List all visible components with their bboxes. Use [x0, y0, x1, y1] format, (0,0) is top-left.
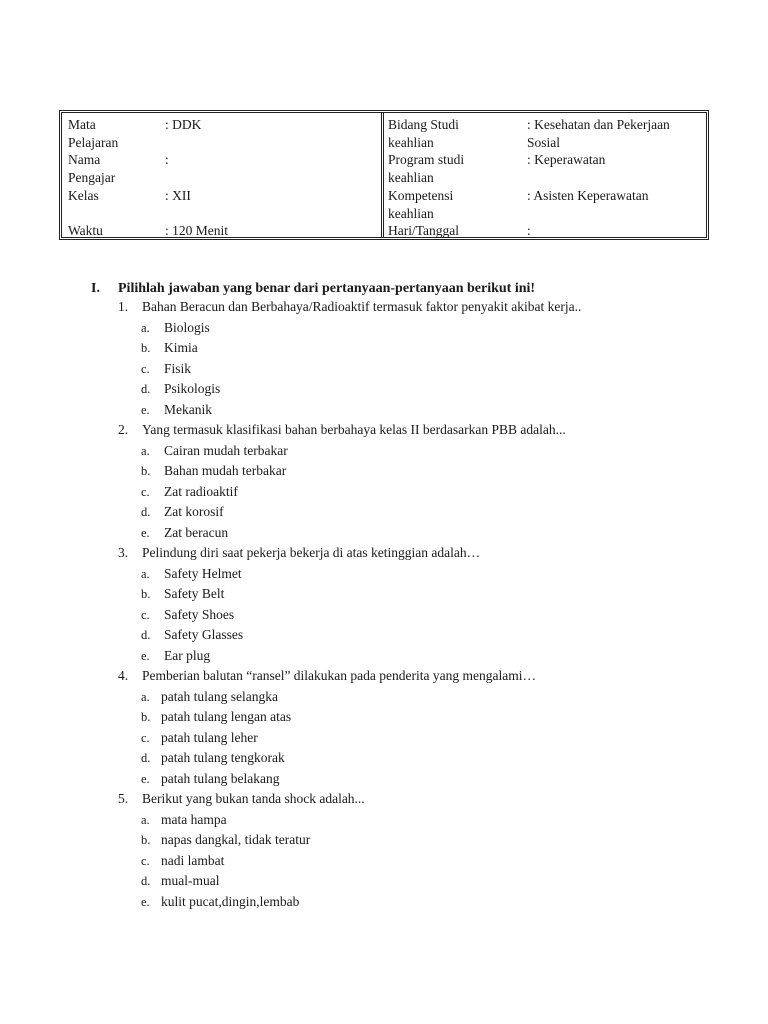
option-letter: c. [141, 607, 150, 622]
option-text: patah tulang belakang [161, 770, 280, 786]
question-item [0, 543, 768, 666]
option-letter: a. [141, 443, 150, 458]
question-line [0, 420, 768, 441]
option-text: Safety Belt [164, 586, 225, 601]
answer-option [0, 379, 768, 400]
answer-option [0, 769, 768, 790]
option-text: Kimia [164, 340, 198, 355]
option-letter: c. [141, 730, 150, 745]
question-number: 5. [118, 791, 129, 806]
option-text: patah tulang selangka [161, 688, 278, 704]
info-value: : [165, 152, 169, 167]
option-letter: e. [141, 525, 150, 540]
option-letter: b. [141, 587, 151, 601]
section-instruction: Pilihlah jawaban yang benar dari pertanyaan-pertanyaan berikut ini! [118, 281, 536, 296]
option-letter: d. [141, 874, 151, 888]
info-value: : Keperawatan [527, 152, 606, 167]
option-text: Cairan mudah terbakar [164, 442, 288, 458]
answer-option [0, 338, 768, 359]
question-text: Bahan Beracun dan Berbahaya/Radioaktif termasuk faktor penyakit akibat kerja.. [142, 299, 582, 314]
section-numeral: I. [91, 281, 100, 296]
question-line [0, 297, 768, 318]
question-number: 1. [118, 299, 129, 314]
option-letter: b. [141, 341, 151, 355]
question-text: Pemberian balutan “ransel” dilakukan pada penderita yang mengalami… [142, 668, 536, 683]
option-text: patah tulang leher [161, 729, 258, 745]
info-label: Bidang Studi keahlian [388, 117, 459, 150]
info-value: : 120 Menit [165, 223, 228, 238]
question-item [0, 666, 768, 789]
option-text: Zat beracun [164, 524, 229, 540]
option-text: mual-mual [161, 873, 220, 888]
answer-option [0, 748, 768, 769]
option-letter: a. [141, 689, 150, 704]
answer-option [0, 461, 768, 482]
option-letter: d. [141, 505, 151, 519]
option-letter: d. [141, 382, 151, 396]
option-letter: c. [141, 361, 150, 376]
option-letter: b. [141, 464, 151, 478]
question-number: 4. [118, 668, 129, 683]
info-label: Kelas [68, 188, 99, 203]
answer-option [0, 605, 768, 626]
question-text: Berikut yang bukan tanda shock adalah... [142, 791, 365, 806]
option-text: kulit pucat,dingin,lembab [161, 893, 300, 909]
option-text: Zat radioaktif [164, 483, 238, 499]
answer-option [0, 584, 768, 605]
answer-option [0, 728, 768, 749]
option-text: Mekanik [164, 401, 212, 417]
exam-info-table [59, 110, 709, 240]
answer-option [0, 502, 768, 523]
info-label: Hari/Tanggal [388, 223, 460, 238]
answer-option [0, 400, 768, 421]
question-item [0, 789, 768, 912]
option-text: Safety Helmet [164, 565, 242, 581]
option-letter: a. [141, 320, 150, 335]
answer-option [0, 564, 768, 585]
option-text: mata hampa [161, 811, 227, 827]
option-text: Fisik [164, 360, 192, 376]
info-label: Kompetensi keahlian [388, 188, 454, 221]
question-line [0, 666, 768, 687]
option-text: Safety Shoes [164, 606, 235, 622]
answer-option [0, 646, 768, 667]
option-text: Safety Glasses [164, 627, 244, 642]
option-text: Bahan mudah terbakar [164, 463, 287, 478]
option-letter: e. [141, 894, 150, 909]
option-text: Zat korosif [164, 504, 224, 519]
answer-option [0, 810, 768, 831]
option-text: Biologis [164, 319, 210, 335]
info-label: Nama Pengajar [68, 152, 116, 185]
option-letter: a. [141, 566, 150, 581]
option-letter: d. [141, 628, 151, 642]
answer-option [0, 687, 768, 708]
option-letter: c. [141, 484, 150, 499]
option-letter: e. [141, 771, 150, 786]
info-value: : XII [165, 188, 191, 203]
option-text: patah tulang lengan atas [161, 709, 292, 724]
info-label: Mata Pelajaran [68, 117, 119, 150]
question-line [0, 543, 768, 564]
option-letter: e. [141, 402, 150, 417]
answer-option [0, 318, 768, 339]
question-number: 3. [118, 545, 129, 560]
question-line [0, 789, 768, 810]
answer-option [0, 625, 768, 646]
answer-option [0, 707, 768, 728]
info-label: Program studi keahlian [388, 152, 465, 185]
option-text: Psikologis [164, 381, 221, 396]
option-letter: a. [141, 812, 150, 827]
info-value: : Asisten Keperawatan [527, 188, 649, 203]
info-value: : DDK [165, 117, 202, 132]
question-item [0, 297, 768, 420]
option-letter: d. [141, 751, 151, 765]
option-letter: b. [141, 833, 151, 847]
answer-option [0, 482, 768, 503]
info-table-left-column [62, 113, 384, 237]
option-text: napas dangkal, tidak teratur [161, 832, 311, 847]
question-text: Pelindung diri saat pekerja bekerja di atas ketinggian adalah… [142, 545, 481, 560]
option-letter: b. [141, 710, 151, 724]
option-text: patah tulang tengkorak [161, 750, 285, 765]
option-letter: e. [141, 648, 150, 663]
info-label: Waktu [68, 223, 103, 238]
info-value: : Kesehatan dan Pekerjaan Sosial [527, 117, 670, 150]
question-number: 2. [118, 422, 129, 437]
option-letter: c. [141, 853, 150, 868]
answer-option [0, 830, 768, 851]
answer-option [0, 892, 768, 913]
question-item [0, 420, 768, 543]
question-text: Yang termasuk klasifikasi bahan berbahaya kelas II berdasarkan PBB adalah... [142, 422, 566, 437]
option-text: Ear plug [164, 647, 211, 663]
answer-option [0, 523, 768, 544]
option-text: nadi lambat [161, 852, 225, 868]
info-value: : [527, 223, 531, 238]
answer-option [0, 851, 768, 872]
question-list [0, 297, 768, 912]
info-table-right-column [384, 113, 706, 237]
answer-option [0, 441, 768, 462]
answer-option [0, 871, 768, 892]
answer-option [0, 359, 768, 380]
